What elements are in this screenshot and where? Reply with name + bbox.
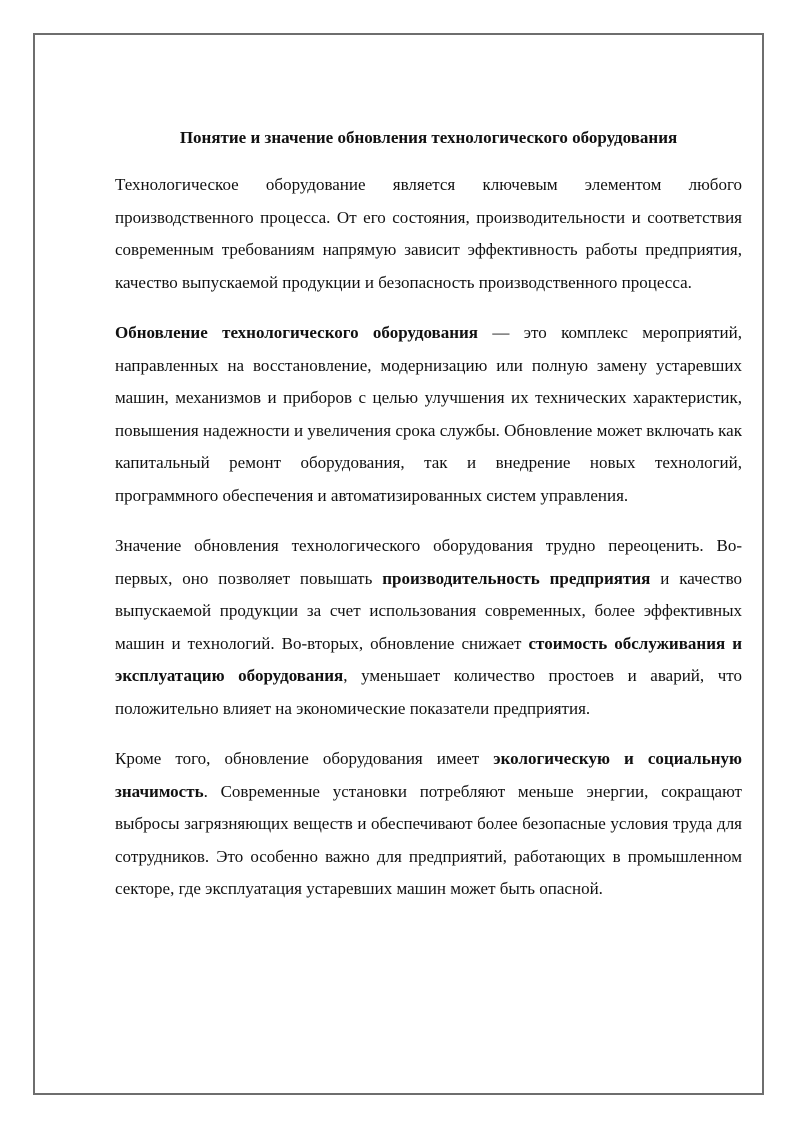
document-title: Понятие и значение обновления технологического оборудования [179,128,678,147]
paragraph-3 [115,530,742,725]
paragraph-3-text-2: и качество выпускаемой продукции за счет использования современных, более эффективных машин и технологий. Во-вторых, обновление снижает [115,568,743,653]
paragraph-3-text-3: , уменьшает количество простоев и аварий, что положительно влияет на экономические показатели предприятия. [115,666,742,718]
paragraph-1 [115,169,742,299]
paragraph-3-bold-1: производительность предприятия [382,568,651,588]
paragraph-3-text-1: Значение обновления технологического оборудования трудно переоценить. Во-первых, оно позволяет повышать [115,536,742,588]
paragraph-2-text: — это комплекс мероприятий, направленных на восстановление, модернизацию или полную замену устаревших машин, механизмов и приборов с целью улучшения их технических характеристик, повышения надежности и увеличения срока службы. Обновление может включать как капитальный ремонт оборудования, так и внедрение новых технологий, программного обеспечения и автоматизированных систем управления. [115,323,742,505]
document-body [115,126,742,924]
paragraph-4-text-1: Кроме того, обновление оборудования имеет [115,749,494,768]
paragraph-4-bold-1: экологическую и социальную значимость [115,749,742,801]
paragraph-3-bold-2: стоимость обслуживания и эксплуатацию оборудования [115,633,743,685]
paragraph-4-text-2: . Современные установки потребляют меньше энергии, сокращают выбросы загрязняющих веществ и обеспечивают более безопасные условия труда для сотрудников. Это особенно важно для предприятий, работающих в промышленном секторе, где эксплуатация устаревших машин может быть опасной. [115,781,742,898]
paragraph-1-text: Технологическое оборудование является ключевым элементом любого производственного процесса. От его состояния, производительности и соответствия современным требованиям напрямую зависит эффективность работы предприятия, качество выпускаемой продукции и безопасность производственного процесса. [115,175,742,292]
paragraph-4 [115,743,742,906]
paragraph-2 [115,317,742,512]
paragraph-2-bold-term: Обновление технологического оборудования [115,323,479,342]
